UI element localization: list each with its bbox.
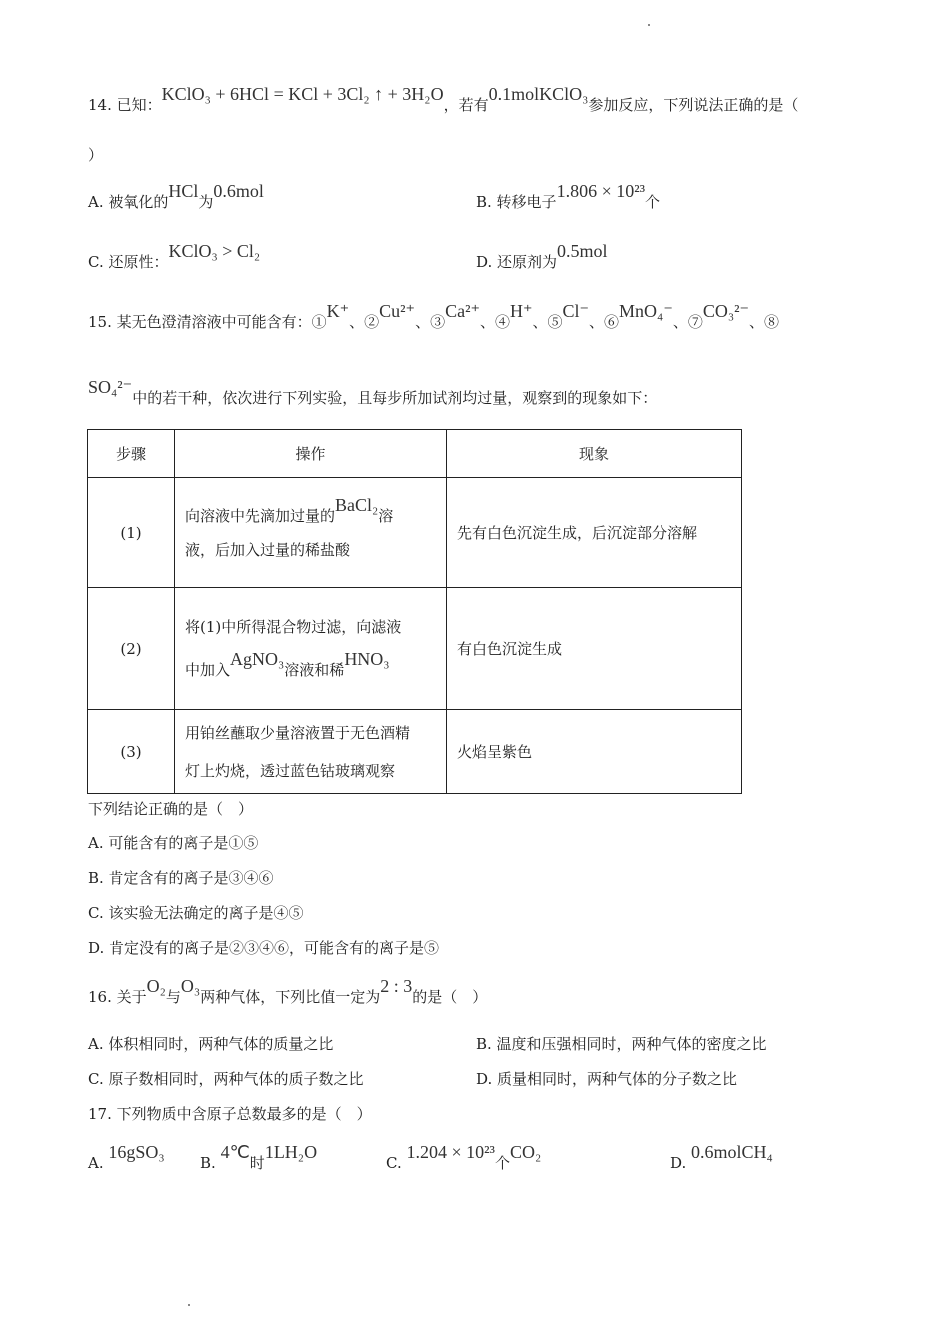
q15-ion-marker-3: 、③ [415, 313, 446, 331]
q17-c-mid: 个 [494, 1154, 510, 1172]
row3-operation [175, 710, 447, 794]
q17-d-label: D. [670, 1154, 687, 1172]
q14-equation: KClO₃ + 6HCl = KCl + 3Cl₂ ↑ + 3H₂O [161, 84, 444, 104]
q14-c-value: KClO₃ > Cl₂ [168, 241, 261, 261]
q15-ion-h: H⁺ [510, 301, 533, 321]
row1-op-text-a: 向溶液中先滴加过量的 [185, 507, 336, 525]
q17-option-c [386, 1142, 542, 1173]
q14-b-unit: 个 [645, 193, 661, 211]
q14-number: 14. 已知： [88, 96, 162, 114]
q15-ion-mno4: MnO₄⁻ [619, 301, 673, 321]
q15-experiment-table [87, 429, 742, 794]
q17-c-chem: CO₂ [509, 1142, 542, 1162]
q14-c-label: C. 还原性： [88, 253, 169, 271]
row1-op-chem: BaCl₂ [335, 495, 379, 515]
q16-mid: 两种气体，下列比值一定为 [200, 988, 381, 1006]
q14-a-chem: HCl [168, 181, 199, 201]
row1-op-text-b: 溶 [378, 507, 394, 525]
row1-operation [175, 478, 447, 588]
q17-option-b [200, 1142, 318, 1173]
q15-ion-marker-8: 、⑧ [749, 313, 780, 331]
q15-option-d: D. 肯定没有的离子是②③④⑥，可能含有的离子是⑤ [88, 939, 440, 957]
q14-mid: ，若有 [443, 96, 489, 114]
q15-option-a: A. 可能含有的离子是①⑤ [88, 834, 259, 852]
q15-ion-cu: Cu²⁺ [379, 301, 416, 321]
q15-ion-so4: SO₄²⁻ [88, 377, 133, 397]
row1-phenomenon: 先有白色沉淀生成，后沉淀部分溶解 [447, 478, 742, 588]
corner-dot [648, 24, 650, 26]
q16-tail: 的是（ ） [412, 988, 488, 1006]
table-row [88, 710, 742, 794]
q14-a-mid: 为 [198, 193, 214, 211]
row2-operation [175, 588, 447, 710]
header-step: 步骤 [88, 430, 175, 478]
row3-step: (3) [88, 710, 175, 794]
q15-ion-marker-5: 、⑤ [532, 313, 563, 331]
q16-o3: O₃ [180, 976, 201, 996]
footer-dot [188, 1304, 190, 1306]
q17-a-value: 16gSO₃ [108, 1142, 165, 1162]
row2-op-chem1: AgNO₃ [230, 649, 285, 669]
row2-phenomenon: 有白色沉淀生成 [447, 588, 742, 710]
header-operation: 操作 [175, 430, 447, 478]
q15-ion-marker-4: 、④ [479, 313, 510, 331]
q16-option-b: B. 温度和压强相同时，两种气体的密度之比 [476, 1035, 767, 1053]
q15-option-b: B. 肯定含有的离子是③④⑥ [88, 869, 274, 887]
q14-b-label: B. 转移电子 [476, 193, 557, 211]
row2-op-chem2: HNO₃ [344, 649, 390, 669]
q14-d-label: D. 还原剂为 [476, 253, 558, 271]
q14-option-a [88, 181, 264, 212]
q15-ion-marker-6: 、⑥ [589, 313, 620, 331]
q14-amount: 0.1molKClO₃ [488, 84, 589, 104]
row1-step: (1) [88, 478, 175, 588]
q14-close: ） [88, 146, 104, 164]
q15-ion-k: K⁺ [326, 301, 350, 321]
q15-ion-cl: Cl⁻ [562, 301, 590, 321]
q17-c-label: C. [386, 1154, 402, 1172]
row2-step: (2) [88, 588, 175, 710]
q15-ion-marker-2: 、② [349, 313, 380, 331]
q14-stem [88, 84, 799, 115]
table-row [88, 588, 742, 710]
q17-b-value: 1LH₂O [264, 1142, 318, 1162]
q15-ion-co3: CO₃²⁻ [702, 301, 750, 321]
q14-tail: 参加反应，下列说法正确的是（ [588, 96, 799, 114]
q14-a-value: 0.6mol [213, 181, 264, 201]
header-phenomenon: 现象 [447, 430, 742, 478]
q15-ion-marker-1: ① [311, 313, 327, 331]
q15-line2-text: 中的若干种，依次进行下列实验，且每步所加试剂均过量，观察到的现象如下： [132, 389, 658, 407]
q16-option-d: D. 质量相同时，两种气体的分子数之比 [476, 1070, 738, 1088]
q16-option-a: A. 体积相同时，两种气体的质量之比 [88, 1035, 334, 1053]
row2-op-text-a: 中加入 [185, 661, 231, 679]
q17-a-label: A. [88, 1154, 104, 1172]
q17-b-label: B. [200, 1154, 216, 1172]
row3-op-line1: 用铂丝蘸取少量溶液置于无色酒精 [185, 723, 411, 742]
q15-stem [88, 301, 780, 332]
q14-option-c [88, 241, 261, 272]
q15-question: 下列结论正确的是（ ） [88, 800, 254, 818]
q15-ion-list [311, 301, 780, 331]
row2-op-text-b: 溶液和稀 [284, 661, 345, 679]
row3-phenomenon: 火焰呈紫色 [447, 710, 742, 794]
q15-stem-line2 [88, 377, 658, 408]
q16-number: 16. 关于 [88, 988, 147, 1006]
q14-a-label: A. 被氧化的 [88, 193, 169, 211]
row1-op-line2: 液，后加入过量的稀盐酸 [185, 541, 351, 559]
row2-op-line1: 将(1)中所得混合物过滤，向滤液 [185, 618, 402, 636]
q16-o2: O₂ [146, 976, 166, 996]
q17-b-temp: 4℃ [220, 1142, 250, 1162]
q17-c-value: 1.204 × 10²³ [406, 1142, 495, 1162]
q16-stem [88, 976, 488, 1007]
q14-b-value: 1.806 × 10²³ [556, 181, 646, 201]
q16-option-c: C. 原子数相同时，两种气体的质子数之比 [88, 1070, 364, 1088]
q15-ion-ca: Ca²⁺ [445, 301, 480, 321]
table-header-row [88, 430, 742, 478]
q16-ratio: 2 : 3 [380, 976, 413, 996]
q17-b-mid: 时 [249, 1154, 265, 1172]
row3-op-line2: 灯上灼烧，透过蓝色钴玻璃观察 [185, 761, 396, 780]
q14-option-b [476, 181, 661, 212]
q17-option-d [670, 1142, 773, 1173]
q17-d-value: 0.6molCH₄ [691, 1142, 773, 1162]
q16-with: 与 [165, 988, 181, 1006]
q17-option-a [88, 1142, 165, 1173]
q14-option-d [476, 241, 608, 272]
q14-d-value: 0.5mol [557, 241, 608, 261]
table-row [88, 478, 742, 588]
q15-number: 15. 某无色澄清溶液中可能含有： [88, 313, 312, 331]
q15-option-c: C. 该实验无法确定的离子是④⑤ [88, 904, 304, 922]
q17-stem: 17. 下列物质中含原子总数最多的是（ ） [88, 1105, 372, 1123]
q15-ion-marker-7: 、⑦ [672, 313, 703, 331]
